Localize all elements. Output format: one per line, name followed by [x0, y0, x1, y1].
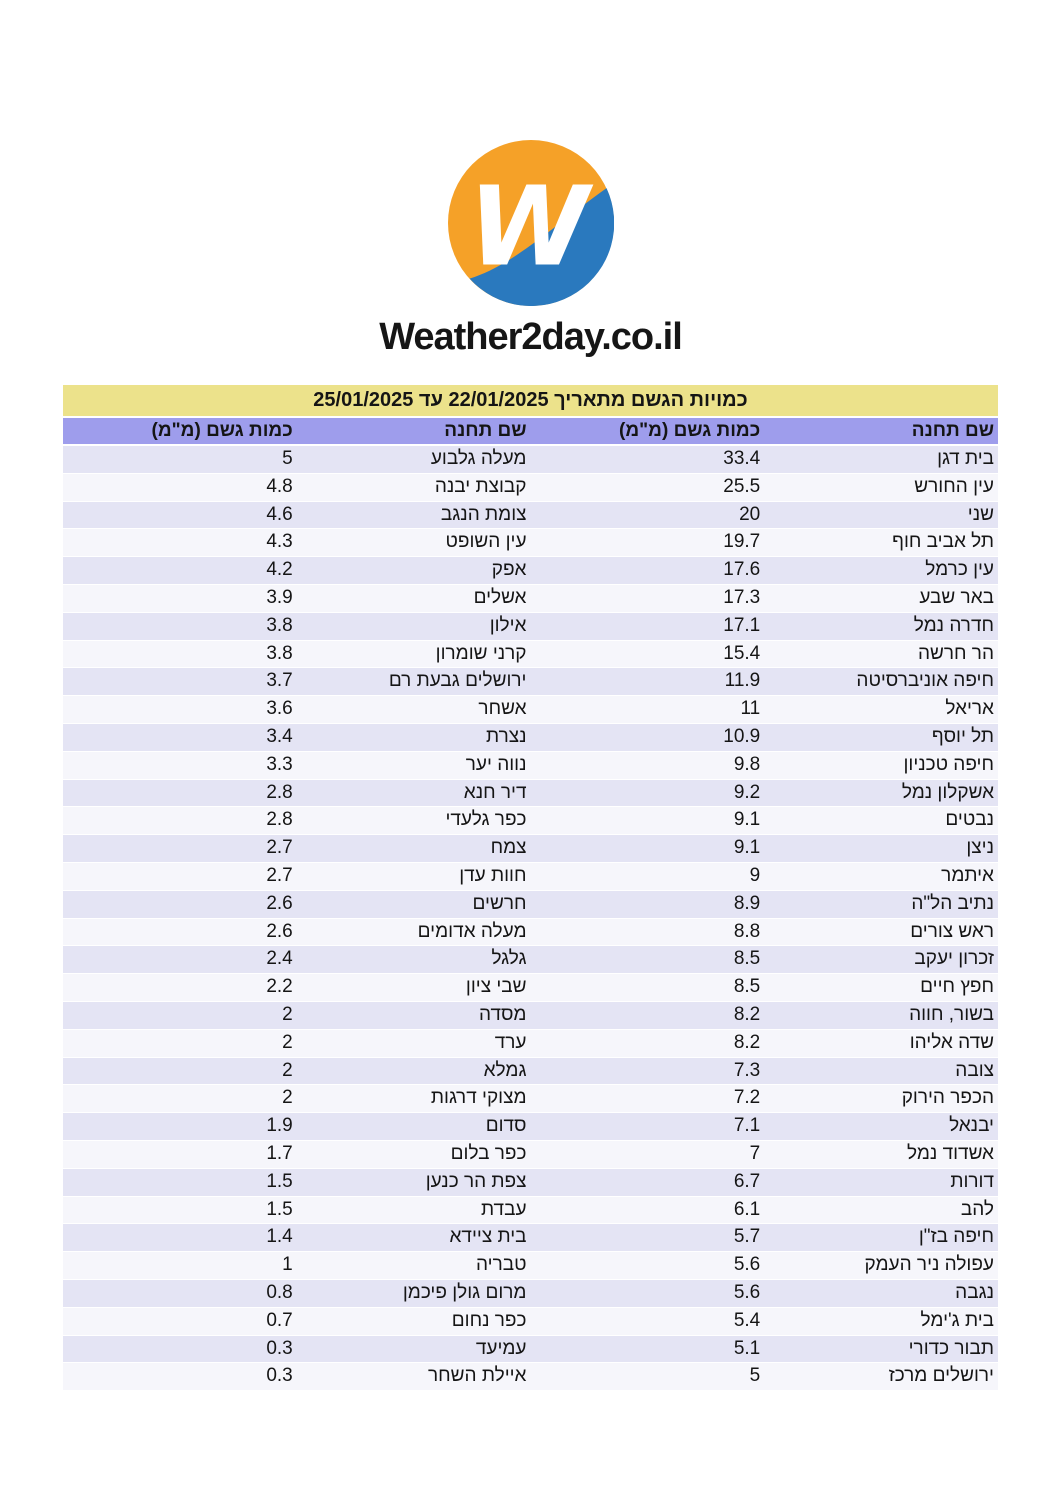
station-name-cell: צפת הר כנען	[425, 1170, 527, 1192]
rain-amount-cell: 5.7	[733, 1226, 761, 1248]
station-name-cell: אילון	[489, 614, 527, 636]
station-name-cell: טבריה	[475, 1254, 527, 1276]
station-name-cell: עפולה ניר העמק	[864, 1254, 994, 1276]
station-name-cell: אשלים	[473, 586, 527, 608]
station-name-cell: אפק	[491, 559, 527, 581]
weather2day-logo	[448, 140, 614, 306]
table-row	[63, 557, 998, 585]
station-name-cell: כפר נחום	[451, 1309, 527, 1331]
station-name-cell: להב	[960, 1198, 994, 1220]
header-station-name-left: שם תחנה	[444, 420, 527, 441]
station-name-cell: מרום גולן פיכמן	[402, 1281, 527, 1303]
station-name-cell: דיר חנא	[463, 781, 527, 803]
station-name-cell: בית ג'ימל	[920, 1309, 994, 1331]
table-row	[63, 946, 998, 974]
rain-amount-cell: 2.4	[266, 948, 293, 970]
rain-amount-cell: 2.8	[266, 781, 293, 803]
rain-amount-cell: 33.4	[723, 448, 761, 469]
table-row	[63, 529, 998, 557]
rain-amount-cell: 9	[749, 864, 761, 886]
station-name-cell: מסדה	[478, 1003, 527, 1025]
station-name-cell: גלגל	[491, 948, 527, 970]
station-name-cell: שני	[967, 503, 994, 525]
station-name-cell: נגבה	[955, 1281, 994, 1303]
rain-amount-cell: 9.1	[733, 809, 761, 831]
rain-amount-cell: 9.2	[733, 781, 761, 803]
rain-amount-cell: 0.3	[266, 1337, 293, 1359]
station-name-cell: ירושלים מרכז	[888, 1365, 994, 1387]
table-row	[63, 752, 998, 780]
table-row	[63, 1030, 998, 1058]
rain-amount-cell: 20	[739, 503, 761, 525]
station-name-cell: איתמר	[941, 864, 994, 886]
station-name-cell: יבנאל	[949, 1115, 994, 1137]
rain-amount-cell: 3.7	[266, 670, 293, 692]
station-name-cell: אשדוד נמל	[906, 1142, 994, 1164]
rain-amount-cell: 6.7	[733, 1170, 761, 1192]
rain-amount-cell: 2	[282, 1003, 293, 1025]
table-row	[63, 696, 998, 724]
table-row	[63, 1308, 998, 1336]
station-name-cell: עין השופט	[445, 531, 527, 553]
table-row	[63, 613, 998, 641]
station-name-cell: חפץ חיים	[920, 976, 994, 998]
table-row	[63, 1113, 998, 1141]
table-row	[63, 1085, 998, 1113]
table-row	[63, 446, 998, 474]
rain-amount-cell: 8.2	[733, 1031, 761, 1053]
station-name-cell: חיפה בז"ן	[918, 1226, 994, 1248]
rain-amount-cell: 2.6	[266, 892, 293, 914]
rain-amount-cell: 4.8	[266, 475, 293, 497]
station-name-cell: ירושלים גבעת רם	[388, 670, 527, 692]
table-row	[63, 974, 998, 1002]
station-name-cell: מעלה גלבוע	[430, 448, 527, 469]
rain-amount-cell: 19.7	[723, 531, 761, 553]
station-name-cell: עין החורש	[914, 475, 994, 497]
table-row	[63, 724, 998, 752]
header-rain-amount-left: כמות גשם (מ"מ)	[151, 420, 293, 441]
station-name-cell: נצרת	[486, 725, 527, 747]
rain-amount-cell: 9.1	[733, 837, 761, 859]
table-row	[63, 919, 998, 947]
rain-amount-cell: 8.2	[733, 1003, 761, 1025]
table-row	[63, 835, 998, 863]
rain-amount-cell: 10.9	[723, 725, 761, 747]
rain-amount-cell: 1.9	[266, 1115, 293, 1137]
station-name-cell: חיפה אוניברסיטה	[856, 670, 994, 692]
rain-amount-cell: 5.4	[733, 1309, 761, 1331]
rain-amount-cell: 11.9	[724, 670, 761, 692]
rain-amount-cell: 5	[282, 448, 293, 469]
rain-amount-cell: 4.6	[266, 503, 293, 525]
table-row	[63, 780, 998, 808]
station-name-cell: בשור, חווה	[909, 1003, 994, 1025]
station-name-cell: איילת השחר	[428, 1365, 527, 1387]
table-row	[63, 1141, 998, 1169]
table-row	[63, 1224, 998, 1252]
rain-amount-cell: 8.5	[733, 976, 761, 998]
station-name-cell: עין כרמל	[925, 559, 994, 581]
station-name-cell: זכרון יעקב	[914, 948, 994, 970]
rain-amount-cell: 4.3	[266, 531, 293, 553]
station-name-cell: עבדת	[480, 1198, 527, 1220]
rain-amount-cell: 2	[282, 1059, 293, 1081]
table-row	[63, 1058, 998, 1086]
station-name-cell: שדה אליהו	[909, 1031, 994, 1053]
station-name-cell: מעלה אדומים	[417, 920, 527, 942]
rain-amount-cell: 2.2	[266, 976, 293, 998]
rain-amount-cell: 8.9	[733, 892, 761, 914]
table-row	[63, 585, 998, 613]
header-rain-amount-right: כמות גשם (מ"מ)	[619, 420, 761, 441]
rain-amount-cell: 7.2	[733, 1087, 761, 1109]
rain-amount-cell: 3.9	[266, 586, 293, 608]
rain-amount-cell: 0.7	[266, 1309, 293, 1331]
rain-amount-cell: 5.6	[733, 1281, 761, 1303]
rain-amount-cell: 2.8	[266, 809, 293, 831]
table-row	[63, 863, 998, 891]
table-row	[63, 807, 998, 835]
table-row	[63, 1169, 998, 1197]
table-body	[63, 446, 998, 1391]
station-name-cell: עמיעד	[475, 1337, 527, 1359]
table-row	[63, 1336, 998, 1364]
svg-text:W: W	[468, 162, 589, 291]
station-name-cell: קבוצת יבנה	[434, 475, 527, 497]
rain-amount-cell: 4.2	[266, 559, 293, 581]
table-row	[63, 668, 998, 696]
rain-amount-cell: 3.8	[266, 614, 293, 636]
station-name-cell: הר חרשה	[917, 642, 994, 664]
weather2day-w-icon	[448, 140, 614, 306]
rain-amount-cell: 1.5	[266, 1198, 293, 1220]
station-name-cell: חוות עדן	[459, 864, 527, 886]
table-row	[63, 474, 998, 502]
table-header-row	[63, 418, 998, 446]
table-row	[63, 502, 998, 530]
rain-amount-cell: 17.1	[723, 614, 761, 636]
table-row	[63, 1002, 998, 1030]
station-name-cell: נבטים	[945, 809, 994, 831]
station-name-cell: צומת הנגב	[440, 503, 527, 525]
rain-amount-cell: 1.5	[266, 1170, 293, 1192]
brand-title: Weather2day.co.il	[379, 316, 682, 358]
rain-amount-cell: 9.8	[733, 753, 761, 775]
rain-amount-cell: 3.3	[266, 753, 293, 775]
rain-amount-cell: 3.8	[266, 642, 293, 664]
station-name-cell: תל יוסף	[931, 725, 994, 747]
station-name-cell: תבור כדורי	[908, 1337, 994, 1359]
station-name-cell: קרני שומרון	[435, 642, 527, 664]
station-name-cell: חרשים	[472, 892, 527, 914]
rain-amount-cell: 11	[740, 698, 761, 720]
station-name-cell: ערד	[494, 1031, 527, 1053]
rain-amount-cell: 8.8	[733, 920, 761, 942]
rain-amount-cell: 3.4	[266, 725, 293, 747]
rain-amount-cell: 17.6	[723, 559, 761, 581]
rain-amount-cell: 2	[282, 1087, 293, 1109]
rain-amount-cell: 2.7	[266, 864, 293, 886]
station-name-cell: שבי ציון	[465, 976, 527, 998]
station-name-cell: מצוקי דרגות	[430, 1087, 527, 1109]
station-name-cell: תל אביב חוף	[892, 531, 994, 553]
table-row	[63, 891, 998, 919]
station-name-cell: חדרה נמל	[913, 614, 994, 636]
station-name-cell: צובה	[955, 1059, 994, 1081]
station-name-cell: אריאל	[945, 698, 994, 720]
rain-amount-cell: 17.3	[723, 586, 761, 608]
station-name-cell: אשקלון נמל	[901, 781, 994, 803]
station-name-cell: כפר בלום	[450, 1142, 527, 1164]
table-row	[63, 1280, 998, 1308]
rain-amount-cell: 0.8	[266, 1281, 293, 1303]
rain-amount-cell: 5	[749, 1365, 761, 1387]
rain-amount-cell: 2	[282, 1031, 293, 1053]
station-name-cell: צמח	[490, 837, 527, 859]
station-name-cell: דורות	[950, 1170, 994, 1192]
rain-amount-cell: 5.6	[733, 1254, 761, 1276]
station-name-cell: בית ציידא	[449, 1226, 527, 1248]
station-name-cell: אשחר	[478, 698, 527, 720]
station-name-cell: בית דגן	[937, 448, 994, 469]
table-row	[63, 1197, 998, 1225]
rain-amount-cell: 5.1	[733, 1337, 761, 1359]
rain-amounts-table	[63, 385, 998, 1391]
rain-amount-cell: 3.6	[266, 698, 293, 720]
station-name-cell: ראש צורים	[910, 920, 994, 942]
rain-amount-cell: 7	[749, 1142, 761, 1164]
rain-amount-cell: 6.1	[733, 1198, 761, 1220]
rain-amount-cell: 2.6	[266, 920, 293, 942]
rain-amount-cell: 7.3	[733, 1059, 761, 1081]
rain-amount-cell: 1.7	[266, 1142, 293, 1164]
table-title: כמויות הגשם מתאריך 22/01/2025 עד 25/01/2025	[63, 385, 998, 418]
table-row	[63, 1252, 998, 1280]
rain-amount-cell: 15.4	[723, 642, 761, 664]
rain-amount-cell: 1.4	[266, 1226, 293, 1248]
rain-amount-cell: 7.1	[733, 1115, 761, 1137]
station-name-cell: נווה יער	[465, 753, 527, 775]
rain-amount-cell: 2.7	[266, 837, 293, 859]
station-name-cell: גמלא	[483, 1059, 527, 1081]
rain-amount-cell: 0.3	[266, 1365, 293, 1387]
station-name-cell: סדום	[485, 1115, 527, 1137]
station-name-cell: כפר גלעדי	[445, 809, 527, 831]
station-name-cell: נתיב הל"ה	[911, 892, 994, 914]
station-name-cell: באר שבע	[919, 586, 994, 608]
station-name-cell: חיפה טכניון	[903, 753, 994, 775]
header-station-name-right: שם תחנה	[911, 420, 994, 441]
rain-amount-cell: 8.5	[733, 948, 761, 970]
rain-amount-cell: 1	[282, 1254, 293, 1276]
table-row	[63, 641, 998, 669]
rain-amount-cell: 25.5	[723, 475, 761, 497]
station-name-cell: הכפר הירוק	[901, 1087, 994, 1109]
station-name-cell: ניצן	[966, 837, 994, 859]
table-row	[63, 1363, 998, 1391]
